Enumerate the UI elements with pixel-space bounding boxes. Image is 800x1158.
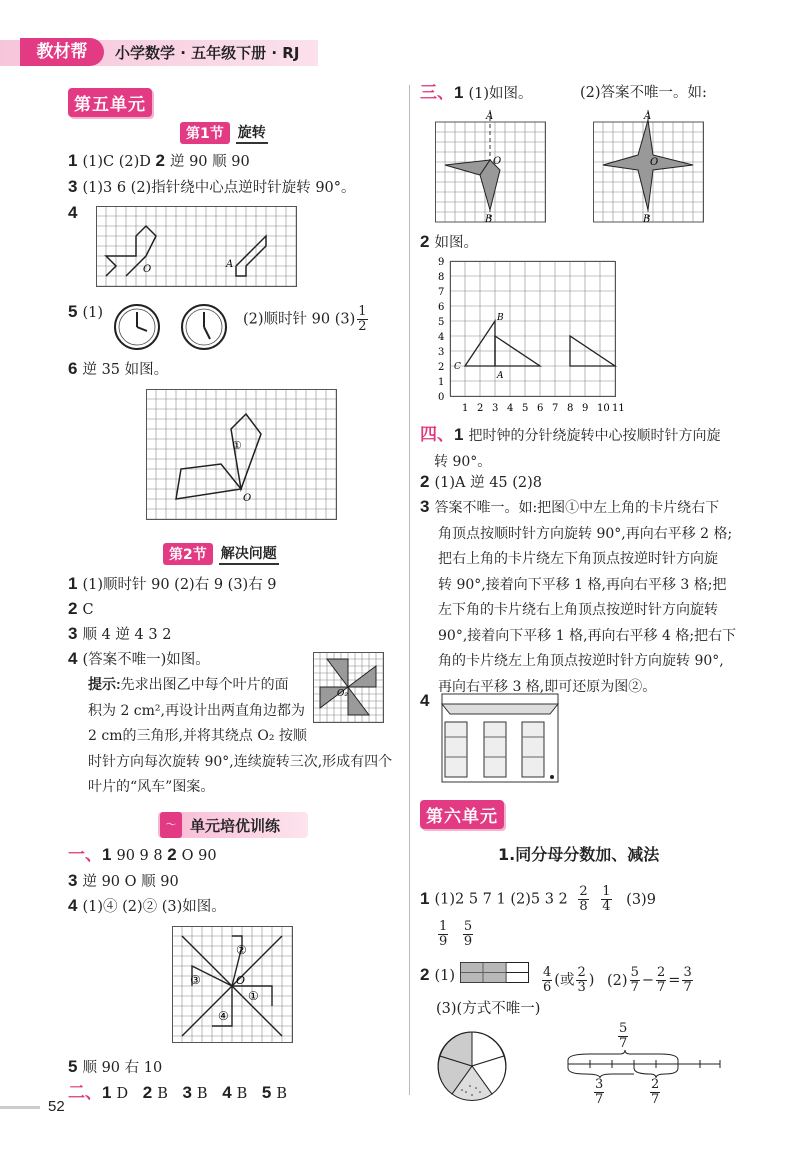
training-title: 单元培优训练 — [190, 817, 281, 835]
x-tick-label: 1 — [462, 403, 469, 414]
window-figure — [440, 692, 560, 784]
f-answer-3: (3)(方式不唯一) — [436, 1001, 541, 1017]
svg-text:④: ④ — [218, 1009, 229, 1023]
y-tick-label: 8 — [438, 272, 445, 283]
y-tick-label: 2 — [438, 362, 445, 373]
answer-1: 1 (1)C (2)D 2 逆 90 顺 90 — [68, 151, 250, 170]
label-a: A — [226, 259, 234, 270]
svg-text:C: C — [454, 362, 461, 372]
brand-badge: 教材帮 — [20, 38, 104, 66]
s2-answer-3: 3 顺 4 逆 4 3 2 — [68, 624, 172, 643]
section-1-title — [180, 122, 268, 144]
r-si: 四、1 把时钟的分针绕旋转中心按顺时针方向旋 转 90°。 — [420, 425, 721, 470]
r-san-1b: (2)答案不唯一。如: — [580, 85, 707, 101]
section-tag: 第1节 — [180, 122, 230, 144]
x-tick-label: 8 — [567, 403, 574, 414]
section-title-fractions: 1.同分母分数加、减法 — [498, 845, 660, 864]
y-tick-label: 9 — [438, 257, 445, 268]
x-tick-label: 11 — [612, 403, 625, 414]
svg-text:B: B — [497, 313, 504, 323]
f-answer-2-mid: $\frac{4}{6}$ (或 $\frac{2}{3}$ ) (2) $\frac{5}{7}$ − $\frac{2}{7}$ = $\frac{3}{7}$ — [543, 965, 692, 995]
s2-answer-4: 4 (答案不唯一)如图。 — [68, 649, 210, 668]
y-tick-label: 7 — [438, 287, 445, 298]
svg-text:①: ① — [232, 439, 242, 452]
y-tick-label: 4 — [438, 332, 445, 343]
section-2-title — [163, 543, 279, 565]
x-tick-label: 5 — [522, 403, 529, 414]
section-name: 解决问题 — [219, 543, 279, 565]
s2-answer-2: 2 C — [68, 599, 94, 618]
t-answer-er: 二、1 D 2 B 3 B 4 B 5 B — [68, 1083, 288, 1102]
r-san-1: 三、1 (1)如图。 — [420, 83, 533, 102]
seg-bottom-frac-1: $\frac{3}{7}$ — [595, 1077, 604, 1107]
label-o: O — [143, 264, 152, 275]
grid-t4 — [172, 926, 294, 1044]
r-si-4: 4 — [420, 691, 430, 710]
fraction-bar — [460, 962, 530, 984]
y-tick-label: 0 — [438, 392, 445, 403]
pinwheel-grid — [313, 652, 385, 724]
r-si-3: 3 答案不唯一。如:把图①中左上角的卡片绕右下 角顶点按顺时针方向旋转 90°,再向右平移 2 格; 把右上角的卡片绕左下角顶点按逆时针方向旋 转 90°,接着向下平移 1 格,再向右平移 3 格;把 左下角的卡片绕右上角顶点按逆时针方向旋转 90°,接着向下平移 1 格,再向右平移 4 格;把右下 角的卡片绕左上角顶点按逆时针方向旋转 90°, 再向右平移 3 格,即可还原为图②。 — [420, 497, 737, 695]
r-answer-2: 2 如图。 — [420, 232, 478, 251]
unit6-banner: 第六单元 — [420, 800, 504, 829]
seg-bottom-frac-2: $\frac{2}{7}$ — [651, 1077, 660, 1107]
column-divider — [409, 85, 410, 1095]
seg-top-frac: $\frac{5}{7}$ — [619, 1021, 628, 1051]
t-answer-4: 4 (1)④ (2)② (3)如图。 — [68, 896, 226, 915]
rotation-figure-2 — [593, 110, 705, 225]
x-tick-label: 7 — [552, 403, 559, 414]
answer-6: 6 逆 35 如图。 — [68, 359, 169, 378]
y-tick-label: 6 — [438, 302, 445, 313]
grid-q6 — [146, 389, 338, 521]
section-name: 旋转 — [236, 122, 268, 144]
unit5-banner: 第五单元 — [68, 88, 152, 117]
coordinate-grid — [430, 256, 630, 416]
answer-5: 5 (1) — [68, 302, 104, 321]
x-tick-label: 9 — [582, 403, 589, 414]
svg-text:O: O — [493, 156, 502, 167]
f-answer-1: 1 (1)2 5 7 1 (2)5 3 2 $\frac{2}{8}$ $\frac{1}{4}$ (3)9 — [420, 884, 656, 914]
segment-figure — [560, 1050, 730, 1078]
svg-text:A: A — [644, 111, 652, 122]
page-number: 52 — [48, 1098, 65, 1115]
t-answer-5: 5 顺 90 右 10 — [68, 1057, 163, 1076]
f-answer-1b: $\frac{1}{9}$ $\frac{5}{9}$ — [439, 919, 473, 949]
pie-figure — [436, 1030, 508, 1102]
x-tick-label: 6 — [537, 403, 544, 414]
svg-text:③: ③ — [190, 973, 201, 987]
f-answer-2: 2 (1) — [420, 965, 456, 984]
training-icon: 〜 — [160, 812, 182, 838]
x-tick-label: 3 — [492, 403, 499, 414]
y-tick-label: 5 — [438, 317, 445, 328]
r-si-2: 2 (1)A 逆 45 (2)8 — [420, 472, 543, 491]
t-answer-1: 一、1 90 9 8 2 O 90 — [68, 845, 217, 864]
tip-paragraph: 提示:先求出图乙中每个叶片的面 积为 2 cm²,再设计出两直角边都为 2 cm的三角形,并将其绕点 O₂ 按顺 时针方向每次旋转 90°,连续旋转三次,形成有四个 叶片的“风车”图案。 — [88, 676, 393, 795]
svg-text:O₂: O₂ — [337, 689, 348, 699]
svg-text:A: A — [486, 111, 494, 122]
s2-answer-1: 1 (1)顺时针 90 (2)右 9 (3)右 9 — [68, 574, 277, 593]
t-answer-3: 3 逆 90 O 顺 90 — [68, 871, 179, 890]
svg-text:O: O — [236, 974, 246, 987]
header-title: 小学数学 · 五年级下册 · RJ — [115, 44, 300, 62]
grid-q4 — [96, 206, 298, 288]
svg-text:B: B — [485, 214, 493, 225]
svg-text:O: O — [650, 157, 659, 168]
answer-4-label: 4 — [68, 203, 78, 222]
answer-5b: (2)顺时针 90 (3) $\frac{1}{2}$ — [243, 304, 367, 334]
svg-text:②: ② — [236, 943, 247, 957]
x-tick-label: 10 — [597, 403, 610, 414]
clock-1 — [113, 303, 161, 351]
x-tick-label: 4 — [507, 403, 514, 414]
section-tag: 第2节 — [163, 543, 213, 565]
y-tick-label: 1 — [438, 377, 445, 388]
svg-text:B: B — [643, 214, 651, 225]
clock-2 — [180, 303, 228, 351]
page-number-dots — [0, 1106, 40, 1109]
svg-text:①: ① — [248, 989, 259, 1003]
svg-text:A: A — [497, 371, 504, 381]
x-tick-label: 2 — [477, 403, 484, 414]
y-tick-label: 3 — [438, 347, 445, 358]
answer-3: 3 (1)3 6 (2)指针绕中心点逆时针旋转 90°。 — [68, 177, 356, 196]
svg-text:O: O — [243, 493, 252, 504]
rotation-figure-1 — [435, 110, 547, 225]
